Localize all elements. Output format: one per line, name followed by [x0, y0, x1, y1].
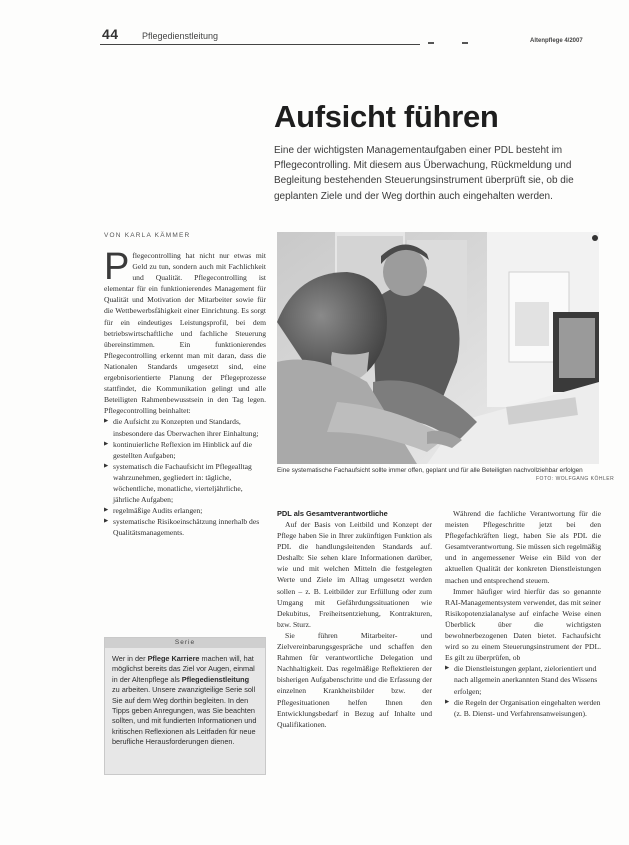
section-title: Pflegedienstleitung — [142, 31, 219, 41]
paragraph: Auf der Basis von Leitbild und Konzept der Pflege haben Sie in Ihrer zukünftigen Funktion als PDL die handlungsleitenden Standards auf. Deshalb: Sie sehen klare Informationen darüber, wie und mit welchen Mitteln die festgelegten Werte und Ziele im Alltag umgesetzt werden sollen – z. B. Leitbilder zur Erfüllung oder zum Umgang mit Gefährdungssituationen wie Dekubitus, Freiheitsentziehung, Kontrakturen, bzw. Sturz. — [277, 520, 432, 629]
article-lead: Eine der wichtigsten Managementaufgaben einer PDL besteht im Pflegecontrolling. Mit diesem aus Überwachung, Rückmeldung und Begleitung bestehenden Steuerungsinstrument überprüft sie, ob die geplanten Ziele und der Weg dorthin auch eingehalten werden. — [274, 145, 574, 202]
article-title: Aufsicht führen — [274, 99, 499, 134]
photo-credit: FOTO: WOLFGANG KÖHLER — [536, 476, 615, 482]
article-photo — [277, 232, 599, 464]
text-column-1 — [104, 246, 266, 538]
header-ticks — [428, 42, 468, 44]
info-box-heading: Serie — [105, 638, 265, 648]
paragraph: Sie führen Mitarbeiter- und Zielvereinbarungsgespräche und schaffen den Rahmen für verantwortliche Delegation und Nachhaltigkeit. Das regelmäßige Reflektieren der bisherigen Aufgabenschritte und die Erfassung der einzelnen Krankheitsbilder bzw. der Pflegesituationen helfen Ihnen den Entwicklungsbedarf in Bezug auf Inhalte und Qualifikationen. — [277, 630, 432, 729]
list-item: ▶ systematisch die Fachaufsicht im Pflegealltag wahrzunehmen, gegliedert in: tägliche, wöchentliche, monatliche, vierteljährliche, jährliche Aufgaben; — [104, 461, 266, 505]
info-text: Wer in der — [112, 654, 148, 663]
drop-cap: P — [104, 246, 130, 288]
text-column-2 — [277, 508, 432, 730]
list-item: ▶ systematische Risikoeinschätzung innerhalb des Qualitätsmanagements. — [104, 516, 266, 538]
header-divider — [100, 44, 420, 45]
page-number: 44 — [102, 26, 119, 42]
photo-caption: Eine systematische Fachaufsicht sollte immer offen, geplant und für alle Beteiligten nachvollziehbar erfolgen — [277, 467, 583, 474]
check-bullet-list — [445, 663, 601, 718]
list-item: ▶ kontinuierliche Reflexion im Hinblick auf die gestellten Aufgaben; — [104, 439, 266, 461]
intro-paragraph: flegecontrolling hat nicht nur etwas mit Geld zu tun, sondern auch mit Fachlichkeit und Qualität. Pflegecontrolling ist elementar für ein funktionierendes Management für Qualität und Motivation der Mitarbeiter sowie für die Wettbewerbsfähigkeit einer Einrichtung. Es sorgt für ein eindeutiges Leistungsprofil, bei dem betriebswirtschaftliche und fachliche Steuerung übereinstimmen. Ein funktionierendes Pflegecontrolling erkennt man mit daran, dass die Nationalen Standards umgesetzt sind, eine ergebnisorientierte Planung der Pflegeprozesse stattfindet, die Kommunikation gelingt und alle Beteiligten Rahmenbewusstsein in den Tag legen. Pflegecontrolling beinhaltet: — [104, 251, 266, 416]
info-text: machen will, hat möglichst bereits das Ziel vor Augen, einmal in der Altenpflege als — [112, 654, 255, 684]
issue-label: Altenpflege 4/2007 — [530, 38, 583, 44]
list-item: ▶ regelmäßige Audits erlangen; — [104, 505, 266, 516]
list-item: ▶ die Regeln der Organisation eingehalten werden (z. B. Dienst- und Verfahrensanweisungen). — [445, 697, 601, 719]
info-box-body — [105, 648, 265, 754]
list-item: ▶ die Aufsicht zu Konzepten und Standards, insbesondere das Überwachen ihrer Einhaltung; — [104, 416, 266, 438]
info-emphasis: Pflegedienstleitung — [181, 674, 250, 684]
office-photo-illustration — [277, 232, 599, 464]
series-info-box — [104, 637, 266, 775]
paragraph: Während die fachliche Verantwortung für die meisten Pflegeschritte jetzt bei den Pflegefachkräften liegt, haben Sie als PDL die Gesamtverantwortung. Sie müssen sich regelmäßig und in angemessener Weise ein Bild von der aktuellen Qualität der konkreten Dienstleistungen machen und entsprechend steuern. — [445, 509, 601, 585]
text-column-3 — [445, 508, 601, 719]
author-byline: VON KARLA KÄMMER — [104, 232, 191, 239]
info-emphasis: Pflege Karriere — [147, 654, 200, 663]
list-item: ▶ die Dienstleistungen geplant, zielorientiert und nach allgemein anerkannten Stand des Wissens erfolgen; — [445, 663, 601, 696]
controlling-bullet-list — [104, 416, 266, 538]
paragraph: Immer häufiger wird hierfür das so genannte RAI-Managementsystem verwendet, das mit seiner Risikopotenzialanalyse auf einfache Weise einen Überblick über die wichtigsten bewohnerbezogenen Daten bietet. Fachaufsicht wird so zu einem Steuerungsinstrument der PDL. Es gilt zu überprüfen, ob — [445, 586, 601, 663]
section-subheading: PDL als Gesamtverantwortliche — [277, 509, 388, 518]
info-text: zu arbeiten. Unsere zwanzigteilige Serie soll Sie auf dem Weg dorthin begleiten. In den Tipps geben Anregungen, was Sie beachten sollten, und mit fundierten Informationen und kritischen Reflexionen als Leitfaden für neue berufliche Herausforderungen dienen. — [112, 685, 257, 747]
